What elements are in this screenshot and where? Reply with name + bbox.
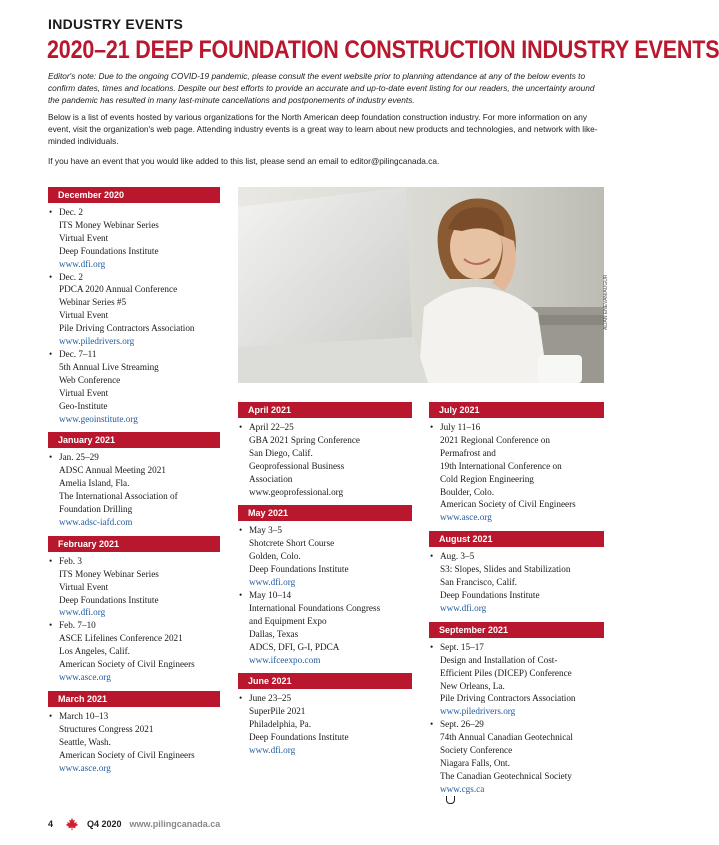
event-website-link[interactable]: www.asce.org xyxy=(440,512,492,523)
event-date: • Aug. 3–5 xyxy=(440,551,475,562)
event-item xyxy=(238,524,412,589)
event-detail-line: www.geoprofessional.org xyxy=(249,486,344,497)
event-detail-line: Structures Congress 2021 xyxy=(59,723,154,734)
event-detail-line: Deep Foundations Institute xyxy=(59,594,159,605)
event-item xyxy=(48,555,220,620)
event-item xyxy=(48,271,220,348)
event-detail-line: 5th Annual Live Streaming xyxy=(59,361,159,372)
event-detail-line: American Society of Civil Engineers xyxy=(440,499,576,510)
woman-with-laptop-illustration xyxy=(238,187,604,383)
month-block xyxy=(429,622,604,804)
event-date: • Dec. 2 xyxy=(59,207,83,217)
event-detail-line: American Society of Civil Engineers xyxy=(59,659,195,670)
event-date: • June 23–25 xyxy=(249,693,292,704)
event-detail-line: Niagara Falls, Ont. xyxy=(440,757,510,768)
photo-credit: ALIAN ENEVAN/AUGUR xyxy=(603,274,609,330)
event-detail-line: Webinar Series #5 xyxy=(59,297,127,308)
event-detail-line: Philadelphia, Pa. xyxy=(249,719,312,730)
submission-paragraph: If you have an event that you would like added to this list, please send an email to editor@pilingcanada.ca. xyxy=(48,156,440,166)
footer-website-link[interactable]: www.pilingcanada.ca xyxy=(129,819,221,829)
event-item xyxy=(48,348,220,425)
month-heading: September 2021 xyxy=(429,622,604,638)
event-list xyxy=(48,710,220,775)
event-date: • Feb. 7–10 xyxy=(59,620,96,631)
event-date: • May 10–14 xyxy=(249,589,292,600)
event-detail-line: Deep Foundations Institute xyxy=(440,589,540,600)
event-detail-line: Seattle, Wash. xyxy=(59,736,111,747)
month-block xyxy=(48,187,220,425)
event-detail-line: Shotcrete Short Course xyxy=(249,538,335,549)
event-item xyxy=(48,451,220,528)
month-block xyxy=(238,505,412,666)
month-block xyxy=(238,402,412,498)
page-number: 4 xyxy=(48,819,54,829)
event-detail-line: The Canadian Geotechnical Society xyxy=(440,770,572,781)
event-date: • Sept. 26–29 xyxy=(440,719,484,730)
event-date: • Dec. 7–11 xyxy=(59,348,97,359)
event-list xyxy=(48,451,220,528)
event-detail-line: Los Angeles, Calif. xyxy=(59,646,130,657)
event-detail-line: Pile Driving Contractors Association xyxy=(59,323,195,334)
event-website-link[interactable]: www.adsc-iafd.com xyxy=(59,516,133,527)
event-detail-line: International Foundations Congress xyxy=(249,602,381,613)
event-detail-line: Deep Foundations Institute xyxy=(249,564,349,575)
event-date: • Feb. 3 xyxy=(59,555,82,566)
month-heading: May 2021 xyxy=(238,505,412,521)
event-detail-line: Efficient Piles (DICEP) Conference xyxy=(440,667,572,678)
event-date: • May 3–5 xyxy=(249,525,282,536)
event-website-link[interactable]: www.dfi.org xyxy=(59,258,106,269)
event-detail-line: Virtual Event xyxy=(59,387,109,398)
event-item xyxy=(429,718,604,803)
event-detail-line: ASCE Lifelines Conference 2021 xyxy=(59,633,183,644)
event-website-link[interactable]: www.dfi.org xyxy=(59,607,106,618)
month-block xyxy=(48,432,220,528)
month-block xyxy=(429,531,604,615)
event-detail-line: Cold Region Engineering xyxy=(440,473,534,484)
event-detail-line: Deep Foundations Institute xyxy=(59,245,159,256)
event-website-link[interactable]: www.piledrivers.org xyxy=(59,336,135,347)
events-column-2 xyxy=(238,402,412,764)
event-date: • July 11–16 xyxy=(440,422,481,432)
event-list xyxy=(238,524,412,666)
event-detail-line: Geo-Institute xyxy=(59,400,108,411)
event-detail-line: 19th International Conference on xyxy=(440,460,562,471)
event-item xyxy=(238,589,412,666)
event-detail-line: GBA 2021 Spring Conference xyxy=(249,434,360,445)
event-list xyxy=(429,641,604,804)
event-detail-line: PDCA 2020 Annual Conference xyxy=(59,284,178,295)
event-website-link[interactable]: www.asce.org xyxy=(59,672,111,682)
feature-photo xyxy=(238,187,604,383)
month-block xyxy=(429,402,604,524)
event-list xyxy=(238,692,412,757)
event-detail-line: Association xyxy=(249,473,293,484)
event-website-link[interactable]: www.cgs.ca xyxy=(440,783,485,794)
events-column-1 xyxy=(48,187,220,781)
event-detail-line: S3: Slopes, Slides and Stabilization xyxy=(440,564,571,575)
event-item xyxy=(48,206,220,271)
editors-note: Editor's note: Due to the ongoing COVID-19 pandemic, please consult the event website prior to planning attendance at any of the below events to confirm dates, times and locations. Despite our best efforts to provide an accurate and up-to-date event listing for our readers, the uncertainty around the pandemic has resulted in many last-minute cancellations and postponements of industry events. xyxy=(48,71,595,105)
event-detail-line: Virtual Event xyxy=(59,232,109,243)
section-kicker: INDUSTRY EVENTS xyxy=(48,16,184,32)
event-detail-line: Foundation Drilling xyxy=(59,504,133,515)
event-detail-line: Deep Foundations Institute xyxy=(249,732,349,743)
event-detail-line: Amelia Island, Fla. xyxy=(59,478,130,489)
event-website-link[interactable]: www.dfi.org xyxy=(440,602,487,613)
event-website-link[interactable]: www.ifceexpo.com xyxy=(249,654,321,665)
event-item xyxy=(429,421,604,524)
month-block xyxy=(48,691,220,775)
event-list xyxy=(48,555,220,684)
event-date: • Jan. 25–29 xyxy=(59,452,99,463)
event-detail-line: San Diego, Calif. xyxy=(249,447,313,458)
event-detail-line: ADSC Annual Meeting 2021 xyxy=(59,465,166,476)
event-item xyxy=(429,641,604,718)
event-date: • Sept. 15–17 xyxy=(440,641,484,652)
event-detail-line: Society Conference xyxy=(440,745,513,756)
event-detail-line: Geoprofessional Business xyxy=(249,460,345,471)
event-detail-line: Web Conference xyxy=(59,374,121,385)
event-detail-line: The International Association of xyxy=(59,491,178,502)
intro-paragraph: Below is a list of events hosted by various organizations for the North American deep foundation construction industry. For more information on any event, visit the organization's web page. Attending industry events is a great way to learn about new products and technologies, and network with like-minded individuals. xyxy=(48,112,598,146)
month-heading: June 2021 xyxy=(238,673,412,689)
month-block xyxy=(48,536,220,684)
event-date: • March 10–13 xyxy=(59,710,109,721)
event-detail-line: ITS Money Webinar Series xyxy=(59,568,159,579)
month-heading: February 2021 xyxy=(48,536,220,552)
event-date: • April 22–25 xyxy=(249,422,294,432)
event-item xyxy=(238,421,412,498)
event-website-link[interactable]: www.asce.org xyxy=(59,762,111,773)
issue-label: Q4 2020 xyxy=(87,819,122,829)
event-item xyxy=(48,710,220,775)
end-of-article-icon xyxy=(446,796,455,804)
month-heading: April 2021 xyxy=(238,402,412,418)
page-footer xyxy=(48,817,220,831)
event-item xyxy=(48,619,220,684)
event-detail-line: Dallas, Texas xyxy=(249,628,299,639)
event-item xyxy=(238,692,412,757)
event-website-link[interactable]: www.geoinstitute.org xyxy=(59,413,138,424)
event-website-link[interactable]: www.dfi.org xyxy=(249,745,296,756)
event-detail-line: Virtual Event xyxy=(59,581,109,592)
month-heading: August 2021 xyxy=(429,531,604,547)
event-detail-line: and Equipment Expo xyxy=(249,615,327,626)
event-website-link[interactable]: www.piledrivers.org xyxy=(440,706,516,717)
event-list xyxy=(238,421,412,498)
event-date: • Dec. 2 xyxy=(59,271,83,282)
event-detail-line: Design and Installation of Cost- xyxy=(440,654,558,665)
event-detail-line: ADCS, DFI, G-I, PDCA xyxy=(249,641,340,652)
events-column-3 xyxy=(429,402,604,811)
maple-leaf-icon xyxy=(65,817,79,831)
event-website-link[interactable]: www.dfi.org xyxy=(249,577,296,588)
event-detail-line: Virtual Event xyxy=(59,310,109,321)
event-list xyxy=(429,550,604,615)
event-detail-line: SuperPile 2021 xyxy=(249,706,306,717)
event-item xyxy=(429,550,604,615)
page-title: 2020–21 DEEP FOUNDATION CONSTRUCTION INDUSTRY EVENTS xyxy=(47,36,719,64)
event-detail-line: American Society of Civil Engineers xyxy=(59,749,195,760)
event-detail-line: San Francisco, Calif. xyxy=(440,577,518,588)
month-heading: July 2021 xyxy=(429,402,604,418)
event-detail-line: 74th Annual Canadian Geotechnical xyxy=(440,732,573,743)
event-detail-line: Permafrost and xyxy=(440,447,496,458)
month-heading: December 2020 xyxy=(48,187,220,203)
event-list xyxy=(429,421,604,524)
month-heading: January 2021 xyxy=(48,432,220,448)
event-detail-line: Boulder, Colo. xyxy=(440,486,494,497)
event-detail-line: Pile Driving Contractors Association xyxy=(440,693,576,704)
month-block xyxy=(238,673,412,757)
event-detail-line: New Orleans, La. xyxy=(440,680,505,691)
event-detail-line: ITS Money Webinar Series xyxy=(59,219,159,230)
event-list xyxy=(48,206,220,425)
event-detail-line: 2021 Regional Conference on xyxy=(440,434,550,445)
month-heading: March 2021 xyxy=(48,691,220,707)
event-detail-line: Golden, Colo. xyxy=(249,551,301,562)
